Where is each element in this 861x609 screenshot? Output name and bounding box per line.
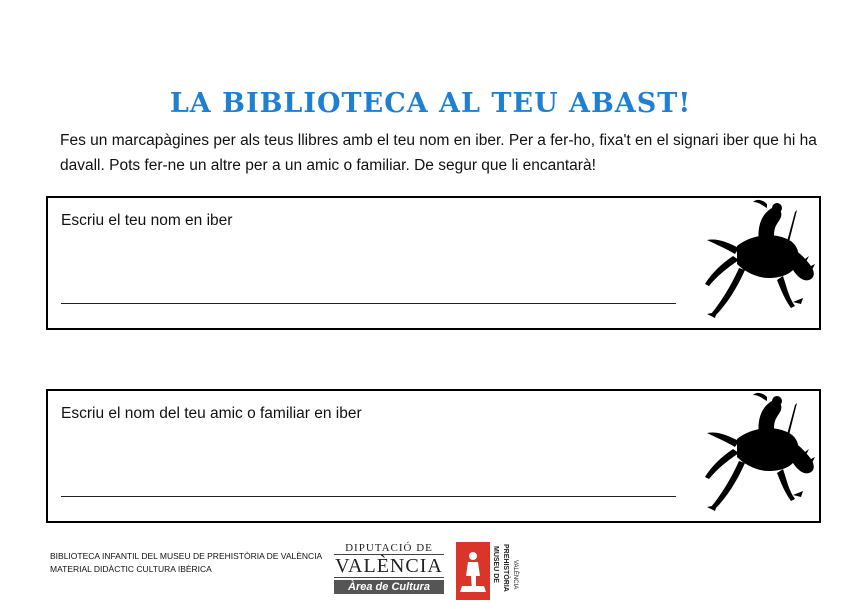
intro-text	[60, 128, 820, 178]
museu-logo-line-2: PREHISTÒRIA	[502, 544, 509, 592]
horseman-silhouette-icon	[697, 198, 817, 332]
museu-logo-line-1: MUSEU DE	[492, 546, 499, 583]
page-title: LA BIBLIOTECA AL TEU ABAST!	[169, 88, 692, 119]
museu-prehistoria-logo	[456, 542, 522, 600]
logo-text-bottom: Àrea de Cultura	[334, 580, 444, 594]
name-writing-line[interactable]	[61, 496, 676, 497]
footer-line-1: BIBLIOTECA INFANTIL DEL MUSEU DE PREHISTÒRIA DE VALÈNCIA	[50, 551, 323, 561]
intro-line-1: Fes un marcapàgines per als teus llibres amb el teu nom en iber. Per a fer-ho, fixa't en el signari iber que hi ha	[60, 132, 817, 149]
card-label: Escriu el nom del teu amic o familiar en iber	[61, 405, 362, 422]
horseman-silhouette-icon	[697, 391, 817, 525]
footer-line-2: MATERIAL DIDÀCTIC CULTURA IBÈRICA	[50, 564, 212, 574]
bookmark-card-own-name	[46, 196, 821, 330]
logo-text-top: DIPUTACIÓ DE	[345, 542, 433, 554]
card-label: Escriu el teu nom en iber	[61, 212, 233, 229]
name-writing-line[interactable]	[61, 303, 676, 304]
diputacio-valencia-logo	[334, 542, 444, 600]
bookmark-card-friend-name	[46, 389, 821, 523]
museu-logo-line-3: VALÈNCIA	[512, 560, 518, 590]
intro-line-2: davall. Pots fer-ne un altre per a un amic o familiar. De segur que li encantarà!	[60, 157, 596, 174]
logo-text-mid: VALÈNCIA	[335, 555, 443, 577]
footer-credits	[50, 550, 322, 576]
